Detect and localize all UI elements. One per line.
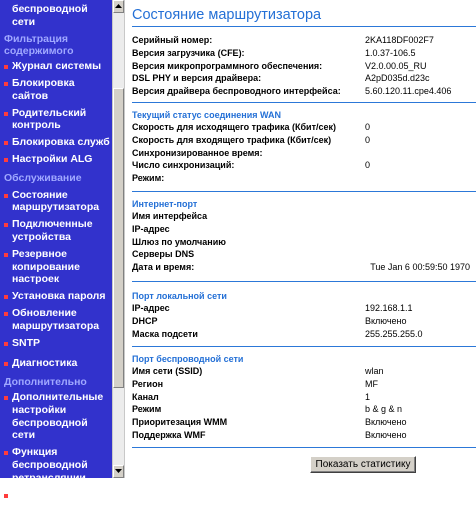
bullet-icon <box>4 65 8 69</box>
row-label: Версия загрузчика (CFE): <box>132 47 245 60</box>
row-label: Серверы DNS <box>132 248 194 261</box>
row-value: MF <box>365 378 378 391</box>
sidebar-nav <box>0 0 112 478</box>
row-label: Приоритезация WMM <box>132 416 227 429</box>
info-row <box>132 261 476 274</box>
row-value: b & g & n <box>365 403 402 416</box>
scroll-down-button[interactable] <box>113 465 124 478</box>
sidebar-item-alg-settings[interactable] <box>0 153 112 166</box>
info-row <box>132 378 476 391</box>
sidebar-item-router-upgrade[interactable] <box>0 307 112 333</box>
section-heading: содержимого <box>0 45 112 58</box>
row-value: 1.0.37-106.5 <box>365 47 416 60</box>
section-content-filter <box>0 33 112 59</box>
sidebar-item-label: Настройки ALG <box>12 153 112 166</box>
bullet-icon <box>4 362 8 366</box>
row-value: 192.168.1.1 <box>365 302 413 315</box>
row-label: Имя интерфейса <box>132 210 207 223</box>
row-label: Канал <box>132 391 159 404</box>
sidebar-item-label: Журнал системы <box>12 60 112 73</box>
info-row <box>132 85 476 98</box>
row-value: Включено <box>365 315 407 328</box>
section-advanced-heading: Дополнительно <box>0 376 112 389</box>
row-value: wlan <box>365 365 384 378</box>
bullet-icon <box>4 253 8 257</box>
row-label: Скорость для входящего трафика (Кбит/сек) <box>132 134 331 147</box>
sidebar-item-label: ретрансляции <box>12 472 112 485</box>
divider <box>132 346 476 347</box>
bullet-icon <box>4 396 8 400</box>
sidebar-item-label: Дополнительные <box>12 391 112 404</box>
sidebar-item-label: Резервное <box>12 248 112 261</box>
info-row <box>132 236 476 249</box>
row-value: A2pD035d.d23c <box>365 72 430 85</box>
info-row <box>132 391 476 404</box>
sidebar-item-label: портов / <box>12 501 112 514</box>
row-value: 2KA118DF002F7 <box>365 34 434 47</box>
info-row <box>132 429 476 442</box>
sidebar-item-label: беспроводной <box>12 459 112 472</box>
bullet-icon <box>4 342 8 346</box>
sidebar-item-label: контроль <box>12 119 112 132</box>
sidebar-item-label: Переадресация <box>12 489 112 502</box>
row-label: Шлюз по умолчанию <box>132 236 226 249</box>
bullet-icon <box>4 112 8 116</box>
row-value: V2.0.00.05_RU <box>365 60 427 73</box>
sidebar-item-port-forwarding[interactable] <box>0 489 112 514</box>
row-label: Синхронизированное время: <box>132 147 263 160</box>
sidebar-item-block-sites[interactable] <box>0 77 112 103</box>
row-value: 0 <box>365 121 370 134</box>
section-title: Порт беспроводной сети <box>132 354 476 365</box>
section-title: Интернет-порт <box>132 199 476 210</box>
info-row <box>132 365 476 378</box>
row-value: 0 <box>365 134 370 147</box>
lan-port-section <box>132 291 476 340</box>
row-label: Поддержка WMF <box>132 429 206 442</box>
divider <box>132 102 476 103</box>
bullet-icon <box>4 194 8 198</box>
main-content <box>128 0 476 478</box>
info-row <box>132 147 476 160</box>
sidebar-item-backup-settings[interactable] <box>0 248 112 286</box>
sidebar-item-label: Блокировка служб <box>12 136 112 149</box>
info-row <box>132 210 476 223</box>
sidebar-item-diagnostics[interactable] <box>0 357 112 370</box>
info-row <box>132 248 476 261</box>
sidebar-scrollbar[interactable] <box>112 0 125 478</box>
bullet-icon <box>4 141 8 145</box>
row-label: IP-адрес <box>132 223 170 236</box>
sidebar-item-sntp[interactable] <box>0 337 112 350</box>
row-label: DHCP <box>132 315 158 328</box>
info-row <box>132 302 476 315</box>
show-statistics-button[interactable]: Показать статистику <box>310 456 416 473</box>
divider <box>132 26 476 27</box>
divider <box>132 281 476 282</box>
sidebar-item-label: сети <box>12 429 112 442</box>
divider <box>132 447 476 448</box>
sidebar-item-label: беспроводной <box>0 3 112 16</box>
sidebar-item-label: беспроводной <box>12 417 112 430</box>
row-value: Tue Jan 6 00:59:50 1970 <box>370 261 470 274</box>
sidebar-item-wireless-settings-fragment[interactable] <box>0 3 112 29</box>
wan-status-section <box>132 110 476 185</box>
router-info-section <box>132 34 476 98</box>
sidebar-item-router-status[interactable] <box>0 189 112 215</box>
scroll-thumb[interactable] <box>113 88 124 388</box>
row-label: Версия драйвера беспроводного интерфейса: <box>132 85 341 98</box>
sidebar-item-label: копирование <box>12 261 112 274</box>
bullet-icon <box>4 158 8 162</box>
sidebar-item-label: Родительский <box>12 107 112 120</box>
sidebar-item-label: Состояние <box>12 189 112 202</box>
info-row <box>132 416 476 429</box>
info-row <box>132 134 476 147</box>
sidebar-item-label: Установка пароля <box>12 290 112 303</box>
sidebar-item-system-log[interactable] <box>0 60 112 73</box>
info-row <box>132 60 476 73</box>
row-label: Маска подсети <box>132 328 198 341</box>
info-row <box>132 72 476 85</box>
row-value: 5.60.120.11.cpe4.406 <box>365 85 451 98</box>
row-label: Имя сети (SSID) <box>132 365 202 378</box>
row-label: IP-адрес <box>132 302 170 315</box>
info-row <box>132 121 476 134</box>
sidebar-item-advanced-wireless[interactable] <box>0 391 112 442</box>
internet-port-section <box>132 199 476 274</box>
row-label: Регион <box>132 378 163 391</box>
row-label: DSL PHY и версия драйвера: <box>132 72 261 85</box>
arrow-up-icon <box>115 4 122 9</box>
sidebar-item-label: сети <box>0 16 112 29</box>
sidebar-item-parental-control[interactable] <box>0 107 112 133</box>
row-label: Версия микропрограммного обеспечения: <box>132 60 322 73</box>
section-title: Текущий статус соединения WAN <box>132 110 476 121</box>
sidebar-item-label: Обновление <box>12 307 112 320</box>
row-label: Режим: <box>132 172 164 185</box>
section-title: Порт локальной сети <box>132 291 476 302</box>
sidebar-item-block-services[interactable] <box>0 136 112 149</box>
info-row <box>132 223 476 236</box>
bullet-icon <box>4 312 8 316</box>
scroll-up-button[interactable] <box>113 0 124 13</box>
bullet-icon <box>4 223 8 227</box>
sidebar-item-label: Функция <box>12 446 112 459</box>
divider <box>132 191 476 192</box>
info-row <box>132 172 476 185</box>
sidebar-item-label: устройства <box>12 231 112 244</box>
arrow-down-icon <box>115 469 122 474</box>
info-row <box>132 159 476 172</box>
row-value: 255.255.255.0 <box>365 328 423 341</box>
row-label: Режим <box>132 403 161 416</box>
section-maintenance-heading: Обслуживание <box>0 172 112 185</box>
info-row <box>132 34 476 47</box>
info-row <box>132 328 476 341</box>
row-label: Число синхронизаций: <box>132 159 234 172</box>
sidebar-item-attached-devices[interactable] <box>0 218 112 244</box>
row-value: Включено <box>365 429 407 442</box>
sidebar-item-label: Подключенные <box>12 218 112 231</box>
sidebar-item-label: Блокировка <box>12 77 112 90</box>
row-label: Серийный номер: <box>132 34 212 47</box>
bullet-icon <box>4 82 8 86</box>
section-heading: Фильтрация <box>0 33 112 46</box>
sidebar-item-label: настроек <box>12 273 112 286</box>
row-value: 1 <box>365 391 370 404</box>
bullet-icon <box>4 494 8 498</box>
sidebar-item-label: настройки <box>12 404 112 417</box>
row-value: 0 <box>365 159 370 172</box>
info-row <box>132 403 476 416</box>
sidebar-item-label: SNTP <box>12 337 112 350</box>
sidebar-item-set-password[interactable] <box>0 290 112 303</box>
row-label: Скорость для исходящего трафика (Кбит/сек) <box>132 121 336 134</box>
sidebar-item-label: маршрутизатора <box>12 201 112 214</box>
page-title: Состояние маршрутизатора <box>132 7 321 23</box>
sidebar-item-wireless-repeater[interactable] <box>0 446 112 484</box>
sidebar-item-label: сайтов <box>12 90 112 103</box>
info-row <box>132 47 476 60</box>
bullet-icon <box>4 295 8 299</box>
row-label: Дата и время: <box>132 261 194 274</box>
sidebar-item-label: маршрутизатора <box>12 320 112 333</box>
info-row <box>132 315 476 328</box>
sidebar-item-label: Диагностика <box>12 357 112 370</box>
row-value: Включено <box>365 416 407 429</box>
wireless-port-section <box>132 354 476 442</box>
bullet-icon <box>4 451 8 455</box>
